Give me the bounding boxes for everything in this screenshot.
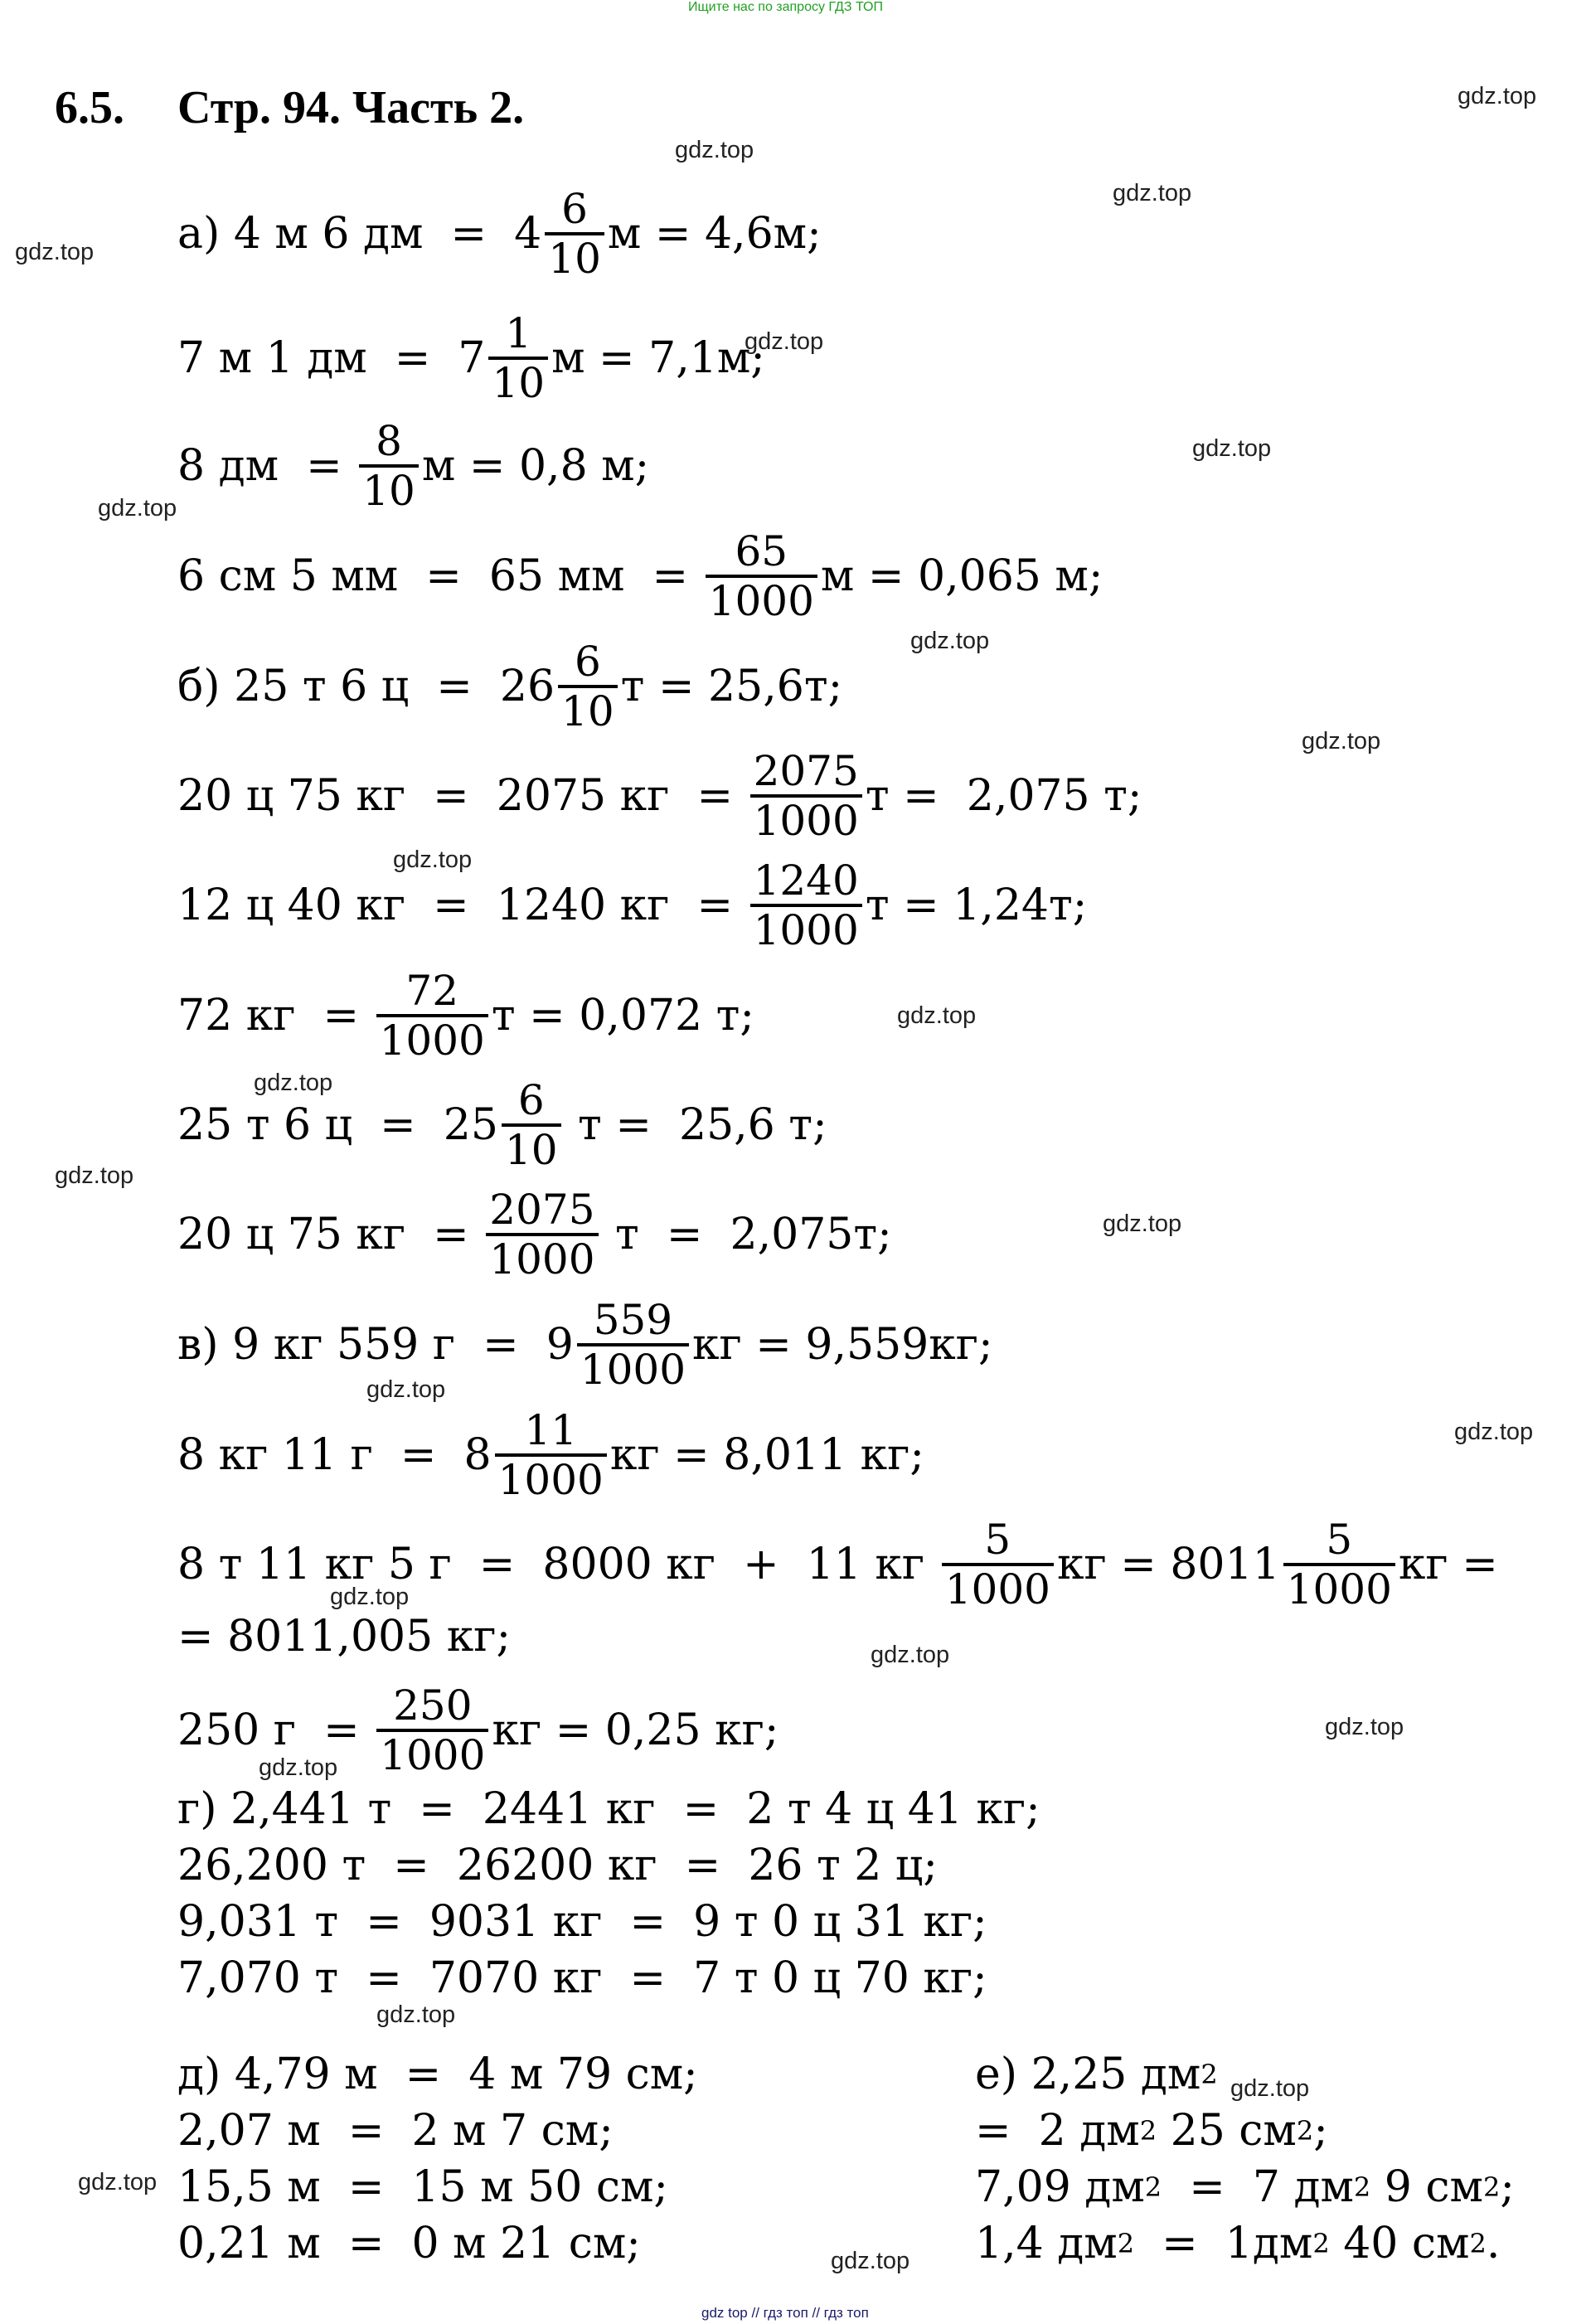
watermark: gdz.top <box>1192 435 1272 462</box>
watermark: gdz.top <box>259 1754 338 1781</box>
fraction: $\frac{6}{10}$ <box>558 641 618 732</box>
line-g3: 9,031 т = 9031 кг = 9 т 0 ц 31 кг; <box>177 1897 987 1947</box>
line-b1: б) 25 т 6 ц = 26 $\frac{6}{10}$ т = 25,6т; <box>177 638 843 735</box>
watermark: gdz.top <box>897 1002 977 1029</box>
line-g4: 7,070 т = 7070 кг = 7 т 0 ц 70 кг; <box>177 1953 987 2003</box>
fraction: $\frac{8}{10}$ <box>359 420 419 512</box>
line-v2: 8 кг 11 г = 8 $\frac{11}{1000}$ кг = 8,011 кг; <box>177 1406 924 1504</box>
line-a4: 6 см 5 мм = 65 мм = $\frac{65}{1000}$ м = 0,065 м; <box>177 527 1104 625</box>
line-a1: а) 4 м 6 дм = 4 $\frac{6}{10}$ м = 4,6м; <box>177 185 822 283</box>
line-v1: в) 9 кг 559 г = 9 $\frac{559}{1000}$ кг = 9,559кг; <box>177 1296 993 1394</box>
line-g1: г) 2,441 т = 2441 кг = 2 т 4 ц 41 кг; <box>177 1784 1040 1834</box>
fraction: $\frac{65}{1000}$ <box>706 531 817 622</box>
line-v3: 8 т 11 кг 5 г = 8000 кг + 11 кг $\frac{5}{1000}$ кг = 8011 $\frac{5}{1000}$ кг = <box>177 1516 1498 1613</box>
fraction: $\frac{2075}{1000}$ <box>750 750 862 842</box>
line-e4: 1,4 дм 2 = 1дм 2 40 см 2 . <box>975 2219 1501 2268</box>
fraction: $\frac{1}{10}$ <box>488 313 548 404</box>
line-a3: 8 дм = $\frac{8}{10}$ м = 0,8 м; <box>177 417 650 515</box>
watermark: gdz.top <box>254 1070 333 1096</box>
watermark: gdz.top <box>15 239 95 265</box>
watermark: gdz.top <box>1302 728 1381 754</box>
fraction: $\frac{559}{1000}$ <box>577 1299 689 1390</box>
top-banner: Ищите нас по запросу ГДЗ ТОП <box>688 0 883 14</box>
fraction: $\frac{1240}{1000}$ <box>750 860 862 951</box>
watermark: gdz.top <box>910 628 990 654</box>
line-e3: 7,09 дм 2 = 7 дм 2 9 см 2 ; <box>975 2162 1515 2212</box>
fraction: $\frac{5}{1000}$ <box>1283 1519 1395 1610</box>
watermark: gdz.top <box>1103 1211 1182 1237</box>
fraction: $\frac{250}{1000}$ <box>376 1685 488 1776</box>
footer-watermark: gdz top // гдз топ // гдз топ <box>701 2305 869 2321</box>
fraction: $\frac{6}{10}$ <box>545 188 604 279</box>
watermark: gdz.top <box>78 2169 158 2195</box>
fraction: $\frac{11}{1000}$ <box>495 1409 607 1501</box>
line-a2: 7 м 1 дм = 7 $\frac{1}{10}$ м = 7,1м; <box>177 309 765 407</box>
line-b4: 72 кг = $\frac{72}{1000}$ т = 0,072 т; <box>177 967 754 1065</box>
exercise-number: 6.5. <box>55 82 124 133</box>
watermark: gdz.top <box>1113 180 1192 206</box>
watermark: gdz.top <box>1454 1419 1534 1445</box>
watermark: gdz.top <box>55 1162 134 1189</box>
watermark: gdz.top <box>871 1642 950 1668</box>
watermark: gdz.top <box>98 495 177 522</box>
watermark: gdz.top <box>831 2248 910 2274</box>
line-v4: 250 г = $\frac{250}{1000}$ кг = 0,25 кг; <box>177 1681 779 1779</box>
fraction: $\frac{5}{1000}$ <box>942 1519 1054 1610</box>
watermark: gdz.top <box>1458 83 1537 109</box>
watermark: gdz.top <box>675 137 754 163</box>
line-d3: 15,5 м = 15 м 50 см; <box>177 2162 668 2212</box>
line-v3-continued: = 8011,005 кг; <box>177 1612 512 1662</box>
line-b5: 25 т 6 ц = 25 $\frac{6}{10}$ т = 25,6 т; <box>177 1076 827 1174</box>
watermark: gdz.top <box>330 1584 410 1610</box>
line-b6: 20 ц 75 кг = $\frac{2075}{1000}$ т = 2,075т; <box>177 1186 892 1283</box>
watermark: gdz.top <box>745 328 824 355</box>
watermark: gdz.top <box>376 2001 456 2028</box>
watermark: gdz.top <box>1230 2075 1310 2102</box>
watermark: gdz.top <box>393 847 473 873</box>
line-d1: д) 4,79 м = 4 м 79 см; <box>177 2050 698 2099</box>
fraction: $\frac{72}{1000}$ <box>376 970 488 1061</box>
page-title: Стр. 94. Часть 2. <box>177 82 525 133</box>
line-e1: е) 2,25 дм 2 <box>975 2050 1218 2099</box>
fraction: $\frac{6}{10}$ <box>502 1080 561 1171</box>
line-e2: = 2 дм 2 25 см 2 ; <box>975 2106 1328 2156</box>
watermark: gdz.top <box>366 1376 446 1403</box>
line-d2: 2,07 м = 2 м 7 см; <box>177 2106 614 2156</box>
line-g2: 26,200 т = 26200 кг = 26 т 2 ц; <box>177 1841 938 1890</box>
line-b3: 12 ц 40 кг = 1240 кг = $\frac{1240}{1000}$ т = 1,24т; <box>177 856 1088 954</box>
line-d4: 0,21 м = 0 м 21 см; <box>177 2219 641 2268</box>
fraction: $\frac{2075}{1000}$ <box>486 1189 598 1280</box>
watermark: gdz.top <box>1325 1714 1404 1740</box>
line-b2: 20 ц 75 кг = 2075 кг = $\frac{2075}{1000}$ т = 2,075 т; <box>177 747 1142 845</box>
